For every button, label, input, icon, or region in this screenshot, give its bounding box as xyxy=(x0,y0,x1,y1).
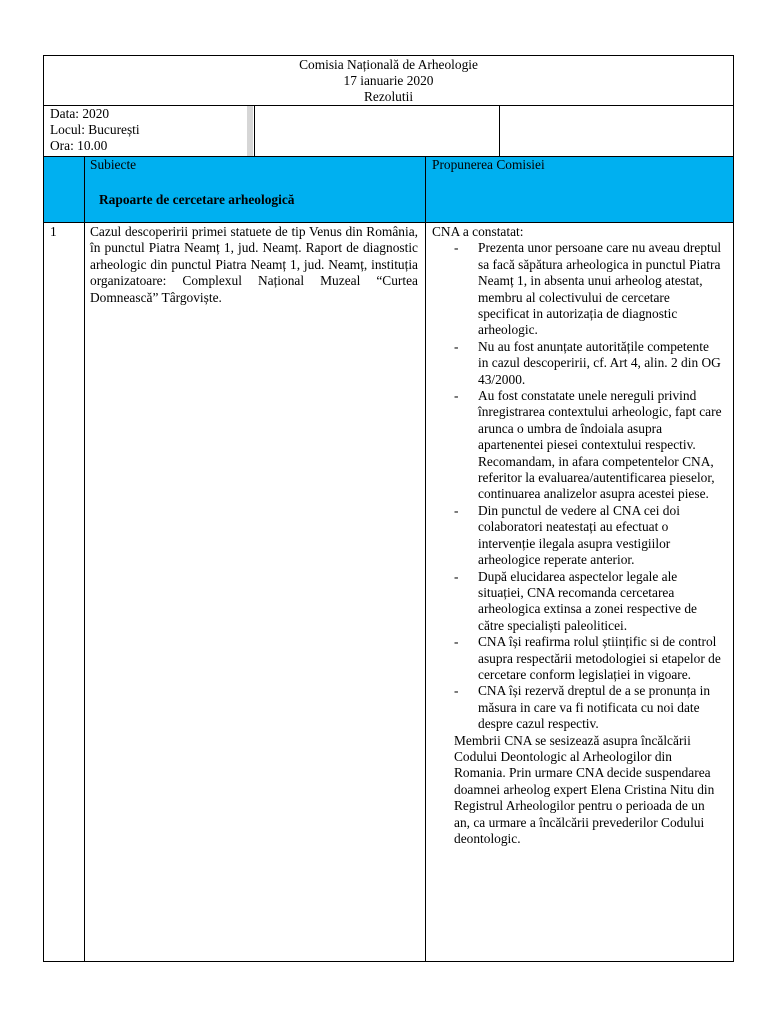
section-proposal-cell xyxy=(425,189,734,223)
row-num-cell xyxy=(43,222,85,962)
subject-paragraph: Cazul descoperirii primei statuete de tip Venus din România, în punctul Piatra Neamț 1, jud. Neamț. Raport de diagnostic arheologic din punctul Piatra Neamț 1, jud. Neamț, instituția organizatoare: Complexul Național Muzeal “Curtea Domnească” Târgoviște. xyxy=(90,224,418,305)
list-item: - După elucidarea aspectelor legale ale situației, CNA recomanda cercetarea arheologica extinsa a zonei respective de către specialiști paleoliticei. xyxy=(454,568,697,633)
list-item: - Din punctul de vedere al CNA cei doi colaboratori neatestați au efectuat o intervenție ilegala asupra vestigiilor arheologice reperate anterior. xyxy=(454,502,680,568)
column-proposal-header: Propunerea Comisiei xyxy=(432,157,545,172)
list-item-text: Nu au fost anunțate autoritățile competente in cazul descoperirii, cf. Art 4, alin. 2 din OG 43/2000. xyxy=(478,338,721,387)
info-empty-cell-1 xyxy=(254,105,500,157)
meeting-date: 17 ianuarie 2020 xyxy=(343,73,434,89)
header-num-cell xyxy=(43,156,85,190)
info-place: Locul: București xyxy=(50,122,140,138)
list-item: - CNA își reafirma rolul științific si de control asupra respectării metodologiei si etapelor de cercetare conform legislației in vigoare. xyxy=(454,634,721,682)
list-item-text: CNA își rezervă dreptul de a se pronunța in măsura in care va fi notificata cu noi date despre cazul respectiv. xyxy=(478,683,711,732)
list-item: - Nu au fost anunțate autoritățile competente in cazul descoperirii, cf. Art 4, alin. 2 din OG 43/2000. xyxy=(454,338,721,387)
proposal-recommendation: Recomandam, in afara competentelor CNA, referitor la evaluarea/autentificarea pieselor, continuarea analizelor asupra acestei piese. xyxy=(478,453,715,502)
proposal-conclusion: Membrii CNA se sesizează asupra încălcării Codului Deontologic al Arheologilor din Romania. Prin urmare CNA decide suspendarea doamnei arheolog expert Elena Cristina Nitu din Registrul Arheologilor pentru o perioada de un an, ca urmare a încălcării prevederilor Codului deontologic. xyxy=(454,732,715,847)
list-item-text: După elucidarea aspectelor legale ale situației, CNA recomanda cercetarea arheologica extinsa a zonei respective de către specialiști paleoliticei. xyxy=(478,568,697,633)
list-item-text: Din punctul de vedere al CNA cei doi colaboratori neatestați au efectuat o intervenție ilegala asupra vestigiilor arheologice reperate anterior. xyxy=(478,502,680,568)
proposal-list xyxy=(432,240,722,453)
grey-divider xyxy=(247,106,253,156)
list-item-text: Au fost constatate unele nereguli privind înregistrarea contextului arheologic, fapt care arunca o umbra de îndoiala asupra apartenentei piesei contextului respectiv. xyxy=(478,388,722,453)
commission-name: Comisia Națională de Arheologie xyxy=(299,57,478,72)
document-title: Rezolutii xyxy=(363,89,414,105)
meeting-info xyxy=(50,106,140,155)
section-num-cell xyxy=(43,189,85,223)
list-item-text: CNA își reafirma rolul științific si de control asupra respectării metodologiei si etapelor de cercetare conform legislației in vigoare. xyxy=(478,634,721,682)
info-empty-cell-2 xyxy=(499,105,734,157)
proposal-list-2 xyxy=(432,503,722,733)
list-item: - Au fost constatate unele nereguli privind înregistrarea contextului arheologic, fapt care arunca o umbra de îndoiala asupra apartenentei piesei contextului respectiv. xyxy=(454,388,722,453)
list-item-text: Prezenta unor persoane care nu aveau dreptul sa facă săpătura arheologica in punctul Piatra Neamț 1, in absenta unui arheolog atestat, membru al colectivului de cercetare specificat in autorizația de diagnostic arheologic. xyxy=(478,240,722,338)
section-title: Rapoarte de cercetare arheologică xyxy=(99,192,295,207)
proposal-intro: CNA a constatat: xyxy=(432,224,524,239)
document-header xyxy=(44,57,733,106)
row-number: 1 xyxy=(50,224,57,239)
info-time: Ora: 10.00 xyxy=(50,138,108,154)
info-date: Data: 2020 xyxy=(50,106,110,121)
list-item: - CNA își rezervă dreptul de a se pronunța in măsura in care va fi notificata cu noi date despre cazul respectiv. xyxy=(454,683,711,732)
list-item: - Prezenta unor persoane care nu aveau dreptul sa facă săpătura arheologica in punctul Piatra Neamț 1, in absenta unui arheolog atestat, membru al colectivului de cercetare specificat in autorizația de diagnostic arheologic. xyxy=(454,240,722,338)
subject-text xyxy=(90,224,418,306)
proposal-text xyxy=(432,224,722,847)
column-subject-header: Subiecte xyxy=(90,157,137,172)
row-subject-cell xyxy=(84,222,426,962)
